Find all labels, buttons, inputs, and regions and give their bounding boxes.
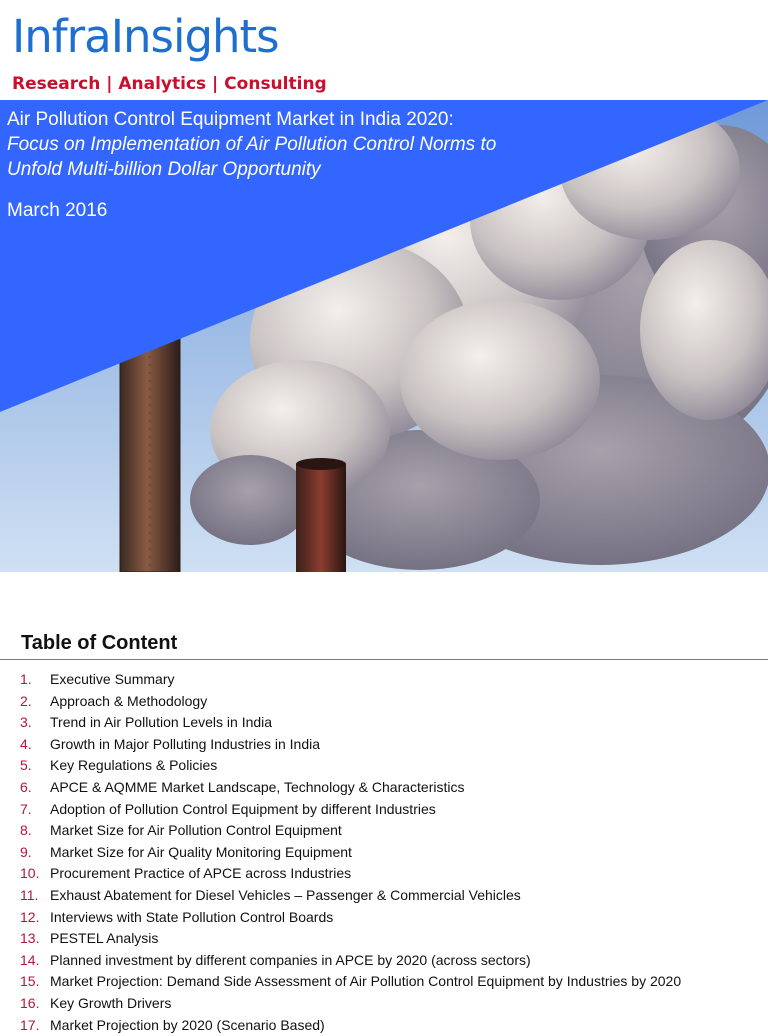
toc-item-text: Market Size for Air Quality Monitoring Equipment xyxy=(50,842,352,864)
toc-item-text: Key Regulations & Policies xyxy=(50,755,217,777)
toc-item-number: 1. xyxy=(20,669,32,691)
toc-heading: Table of Content xyxy=(21,632,177,655)
chimney-left xyxy=(120,330,180,572)
report-subtitle-line1: Focus on Implementation of Air Pollution Control Norms to xyxy=(7,132,607,157)
toc-item-number: 3. xyxy=(20,712,32,734)
toc-item-number: 4. xyxy=(20,734,32,756)
toc-item-number: 6. xyxy=(20,777,32,799)
toc-item[interactable] xyxy=(0,712,768,734)
toc-item-text: Planned investment by different companies in APCE by 2020 (across sectors) xyxy=(50,950,531,972)
toc-item-number: 10. xyxy=(20,863,39,885)
toc-item[interactable] xyxy=(0,1015,768,1036)
toc-item-text: Procurement Practice of APCE across Industries xyxy=(50,863,351,885)
toc-item-number: 17. xyxy=(20,1015,39,1036)
toc-item[interactable] xyxy=(0,799,768,821)
report-subtitle-line2: Unfold Multi-billion Dollar Opportunity xyxy=(7,157,607,182)
toc-item[interactable] xyxy=(0,691,768,713)
toc-item-text: Market Projection by 2020 (Scenario Based) xyxy=(50,1015,325,1036)
toc-item[interactable] xyxy=(0,777,768,799)
toc-item-number: 14. xyxy=(20,950,39,972)
toc-item[interactable] xyxy=(0,907,768,929)
toc-item[interactable] xyxy=(0,885,768,907)
toc-item-number: 5. xyxy=(20,755,32,777)
toc-item-text: Market Size for Air Pollution Control Equipment xyxy=(50,820,342,842)
toc-item[interactable] xyxy=(0,863,768,885)
toc-item-text: Key Growth Drivers xyxy=(50,993,171,1015)
toc-item-number: 16. xyxy=(20,993,39,1015)
toc-item[interactable] xyxy=(0,734,768,756)
toc-item-text: Executive Summary xyxy=(50,669,174,691)
toc-item[interactable] xyxy=(0,669,768,691)
toc-item-text: Interviews with State Pollution Control Boards xyxy=(50,907,333,929)
brand-tagline: Research | Analytics | Consulting xyxy=(12,76,327,93)
toc-item[interactable] xyxy=(0,950,768,972)
brand-logo: InfraInsights xyxy=(12,14,279,59)
toc-item[interactable] xyxy=(0,842,768,864)
toc-item[interactable] xyxy=(0,820,768,842)
chimney-right xyxy=(296,458,346,572)
toc-item-number: 9. xyxy=(20,842,32,864)
toc-item[interactable] xyxy=(0,928,768,950)
toc-item-text: Growth in Major Polluting Industries in India xyxy=(50,734,320,756)
report-title: Air Pollution Control Equipment Market in India 2020: xyxy=(7,107,607,132)
toc-divider xyxy=(0,659,768,660)
toc-item-number: 11. xyxy=(20,885,38,907)
toc-item-text: Market Projection: Demand Side Assessment of Air Pollution Control Equipment by Industries by 2020 xyxy=(50,971,681,993)
toc-item-text: Approach & Methodology xyxy=(50,691,207,713)
report-title-block xyxy=(7,107,607,223)
toc-item[interactable] xyxy=(0,755,768,777)
toc-item-number: 8. xyxy=(20,820,32,842)
toc-item[interactable] xyxy=(0,971,768,993)
toc-item-text: PESTEL Analysis xyxy=(50,928,158,950)
toc-item-text: Trend in Air Pollution Levels in India xyxy=(50,712,272,734)
toc-item-text: APCE & AQMME Market Landscape, Technology & Characteristics xyxy=(50,777,464,799)
toc-item[interactable] xyxy=(0,993,768,1015)
toc-item-number: 13. xyxy=(20,928,39,950)
toc-item-number: 2. xyxy=(20,691,32,713)
toc-item-number: 7. xyxy=(20,799,32,821)
toc-item-text: Exhaust Abatement for Diesel Vehicles – Passenger & Commercial Vehicles xyxy=(50,885,521,907)
toc-item-number: 15. xyxy=(20,971,39,993)
toc-item-text: Adoption of Pollution Control Equipment by different Industries xyxy=(50,799,436,821)
report-date: March 2016 xyxy=(7,198,607,223)
toc-list xyxy=(0,669,768,1036)
toc-item-number: 12. xyxy=(20,907,39,929)
